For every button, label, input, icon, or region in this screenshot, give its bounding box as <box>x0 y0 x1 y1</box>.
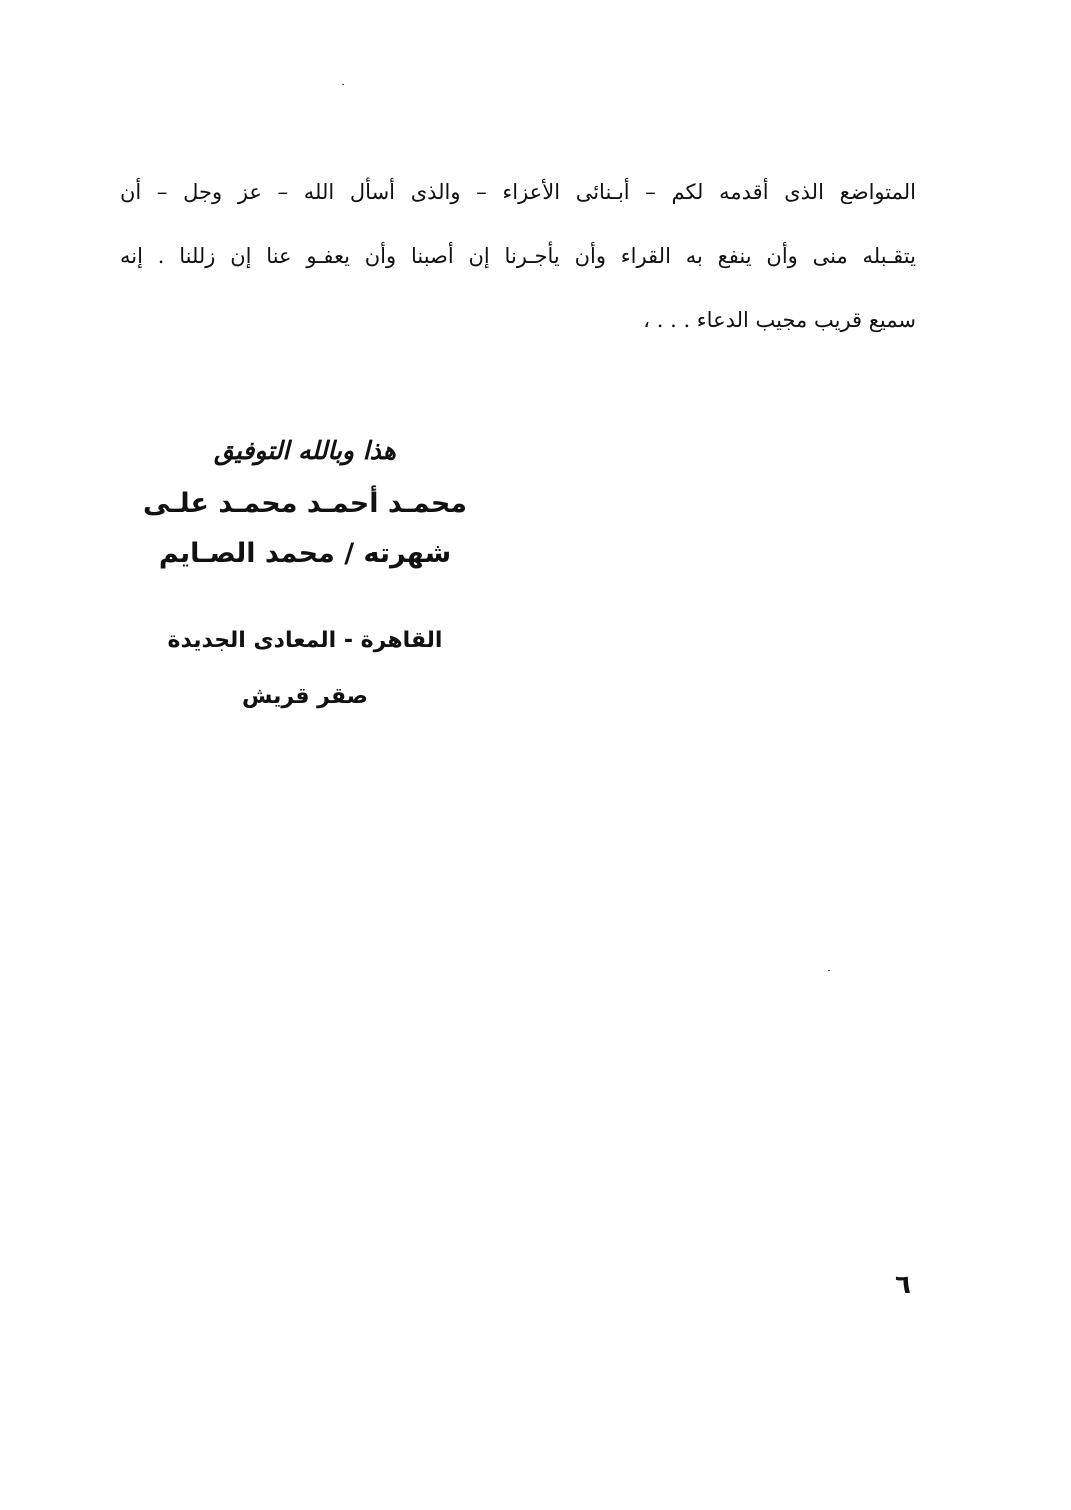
paragraph-line: يتقـبله منى وأن ينفع به القراء وأن يأجـرنا إن أصبنا وأن يعفـو عنا إن زللنا . إنه <box>120 244 916 268</box>
page-number: ٦ <box>895 1270 911 1300</box>
closing-phrase: هذا وبالله التوفيق <box>214 436 396 465</box>
paragraph-line: سميع قريب مجيب الدعاء . . . ، <box>643 308 916 332</box>
scan-speck <box>828 970 830 971</box>
scan-speck <box>342 84 344 85</box>
author-name: محمـد أحمـد محمـد علـى <box>142 488 468 519</box>
body-paragraph <box>120 162 916 342</box>
author-alias: شهرته / محمد الصـايم <box>158 538 452 569</box>
location: القاهرة - المعادى الجديدة <box>167 628 443 653</box>
place-name: صقر قريش <box>242 684 368 709</box>
paragraph-line: المتواضع الذى أقدمه لكم – أبـنائى الأعزاء – والذى أسأل الله – عز وجل – أن <box>120 180 916 204</box>
